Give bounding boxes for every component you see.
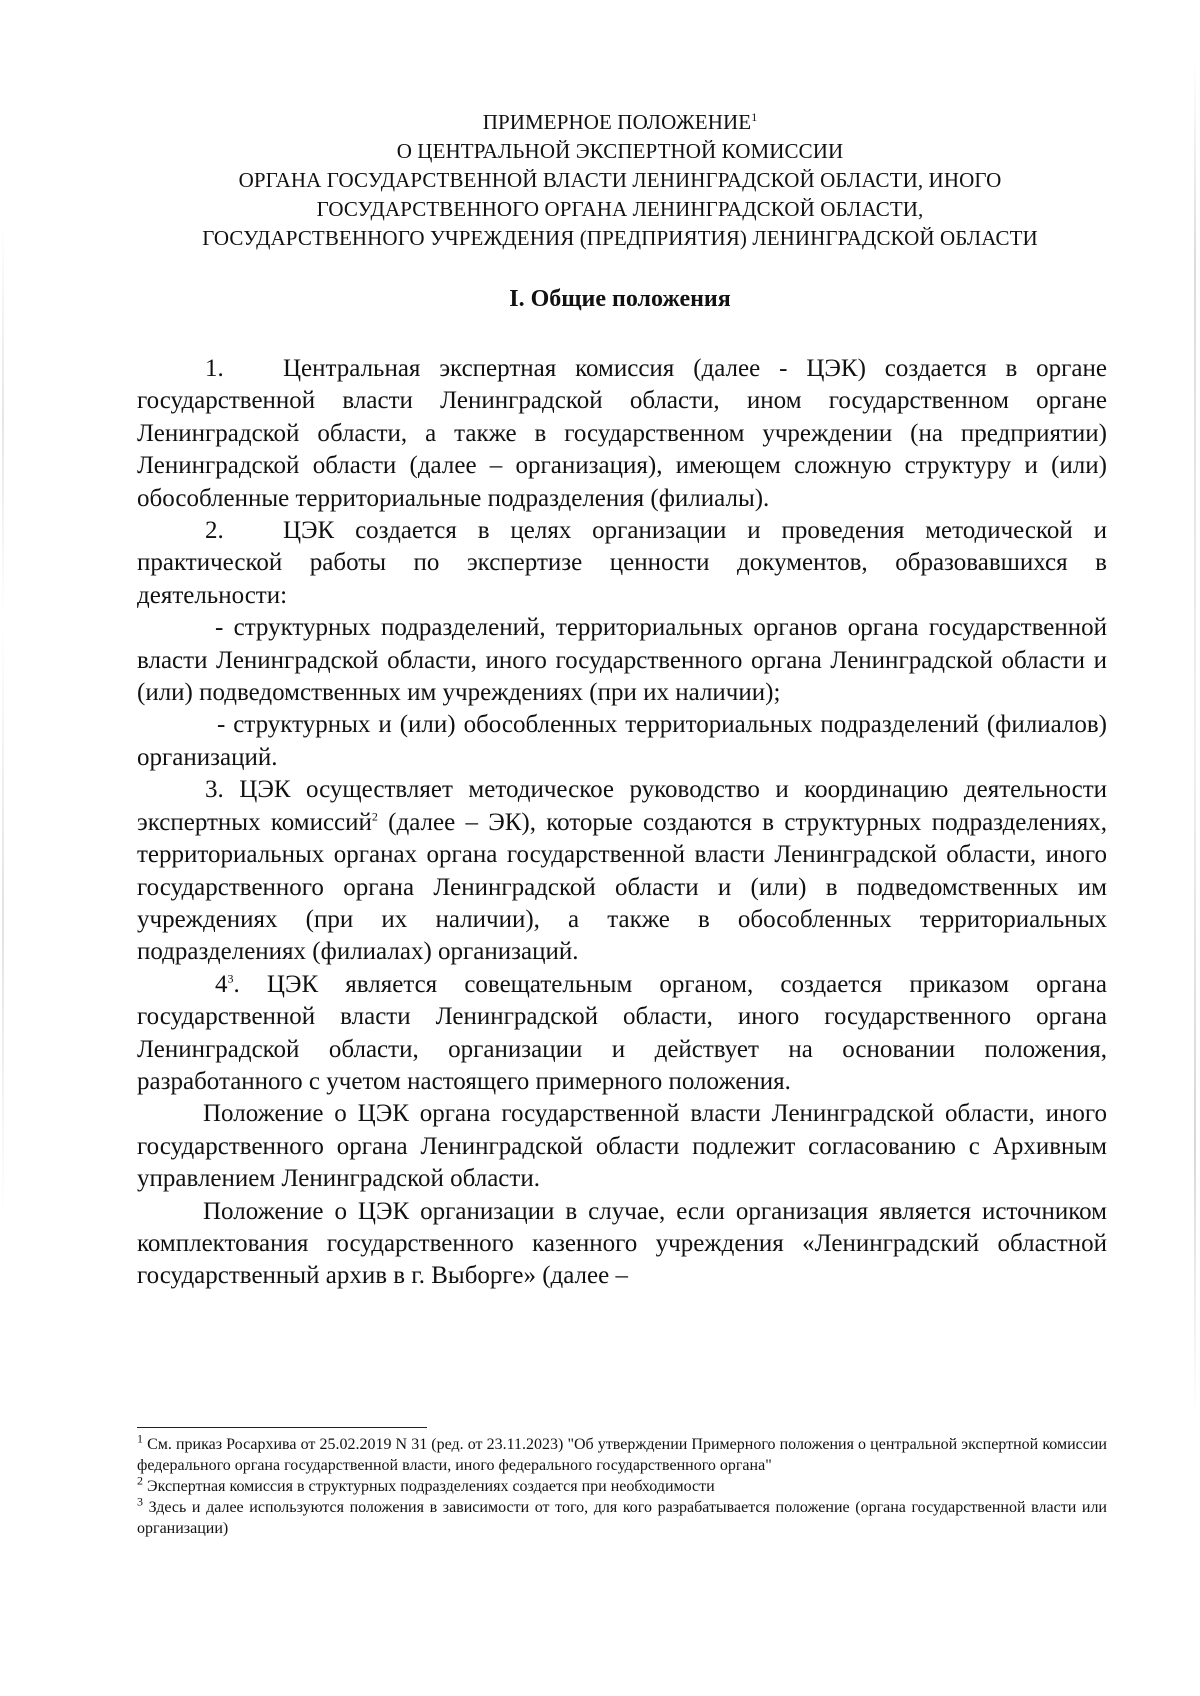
footnote-mark: 2 <box>137 1473 143 1488</box>
title-line-4: ГОСУДАРСТВЕННОГО ОРГАНА ЛЕНИНГРАДСКОЙ ОБЛАСТИ, <box>316 197 924 221</box>
title-line-1: ПРИМЕРНОЕ ПОЛОЖЕНИЕ$^1$ <box>482 110 758 134</box>
scan-edge-left <box>2 220 4 1220</box>
footnote-ref-1: 1 <box>751 110 758 124</box>
paragraph-4: $4^3$. ЦЭК является совещательным органом, создается приказом органа государственной власти Ленинградской области, иного государственного органа Ленинградской области, организации и действует на основании положения, разработанного с учетом настоящего примерного положения. <box>137 970 1107 1095</box>
footnote-separator <box>137 1427 427 1428</box>
paragraph-text: Центральная экспертная комиссия (далее - ЦЭК) создается в органе государственной власти Ленинградской области, ином государственном органе Ленинградской области, а также в государственном учреждении (на предприятии) Ленинградской области (далее – организация), имеющем сложную структуру и (или) обособленные территориальные подразделения (филиалы). <box>137 355 1107 512</box>
list-item: - структурных подразделений, территориальных органов органа государственной власти Ленинградской области, иного государственного органа Ленинградской области и (или) подведомственных им учреждениях (при их наличии); <box>137 614 1107 707</box>
title-line-5: ГОСУДАРСТВЕННОГО УЧРЕЖДЕНИЯ (ПРЕДПРИЯТИЯ) ЛЕНИНГРАДСКОЙ ОБЛАСТИ <box>202 226 1038 250</box>
footnote-1: $^1$ См. приказ Росархива от 25.02.2019 N 31 (ред. от 23.11.2023) "Об утверждении Примерного положения о центральной экспертной комиссии федерального органа государственной власти, иного федерального государственного органа" <box>137 1431 1107 1474</box>
title-line-2: О ЦЕНТРАЛЬНОЙ ЭКСПЕРТНОЙ КОМИССИИ <box>396 139 844 163</box>
document-title <box>100 108 1140 253</box>
list-item: - структурных и (или) обособленных территориальных подразделений (филиалов) организаций. <box>137 711 1107 771</box>
footnote-ref-2: 2 <box>371 809 378 824</box>
title-line-3: ОРГАНА ГОСУДАРСТВЕННОЙ ВЛАСТИ ЛЕНИНГРАДСКОЙ ОБЛАСТИ, ИНОГО <box>238 168 1002 192</box>
paragraph-text: ЦЭК создается в целях организации и проведения методической и практической работы по экспертизе ценности документов, образовавшихся в деятельности: <box>137 517 1107 609</box>
paragraph-6: Положение о ЦЭК организации в случае, если организация является источником комплектования государственного казенного учреждения «Ленинградский областной государственный архив в г. Выборге» (далее – <box>137 1197 1107 1290</box>
footnote-ref-3: 3 <box>227 971 234 986</box>
scan-edge-right <box>1194 60 1196 1420</box>
footnote-mark: 3 <box>137 1494 143 1509</box>
paragraph-number: 1. <box>205 355 224 382</box>
document-body <box>137 353 1107 1293</box>
footnote-2: $^2$ Экспертная комиссия в структурных подразделениях создается при необходимости <box>137 1473 715 1495</box>
paragraph-1 <box>137 353 1107 515</box>
footnote-mark: 1 <box>137 1431 143 1446</box>
paragraph-5: Положение о ЦЭК органа государственной власти Ленинградской области, иного государственного органа Ленинградской области подлежит согласованию с Архивным управлением Ленинградской области. <box>137 1100 1107 1193</box>
paragraph-2 <box>137 515 1107 612</box>
paragraph-number: 2. <box>205 517 224 545</box>
paragraph-3: 3. ЦЭК осуществляет методическое руководство и координацию деятельности экспертных комиссий$^2$ (далее – ЭК), которые создаются в структурных подразделениях, территориальных органах органа государственной власти Ленинградской области, иного государственного органа Ленинградской области и (или) в подведомственных им учреждениях (при их наличии), а также в обособленных территориальных подразделениях (филиалах) организаций. <box>137 776 1107 966</box>
section-heading: I. Общие положения <box>509 286 731 312</box>
footnotes <box>137 1431 1107 1539</box>
footnote-3: $^3$ Здесь и далее используются положения в зависимости от того, для кого разрабатывается положение (органа государственной власти или организации) <box>137 1494 1107 1537</box>
